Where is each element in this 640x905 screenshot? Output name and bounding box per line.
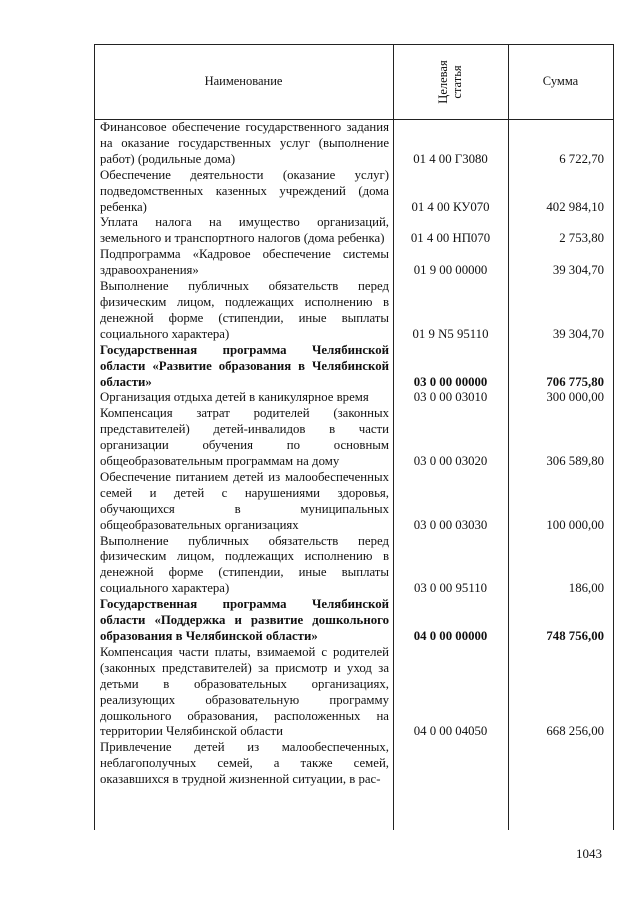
table-row (94, 168, 614, 216)
header-sum: Сумма (542, 74, 579, 88)
page-number: 1043 (576, 846, 602, 861)
row-name: Организация отдыха детей в каникулярное время (100, 390, 369, 405)
table-row (94, 390, 614, 406)
row-sum: 100 000,00 (546, 517, 604, 532)
header-name: Наименование (204, 74, 283, 88)
table-row (94, 597, 614, 645)
table-body (94, 120, 614, 788)
row-name: Обеспечение деятельности (оказание услуг) подведомственных казенных учреждений (дома ребенка) (100, 167, 389, 214)
row-name: Выполнение публичных обязательств перед физическим лицом, подлежащих исполнению в денежной форме (стипендии, иные выплаты социального характера) (100, 533, 389, 596)
row-name: Привлечение детей из малообеспеченных, неблагополучных семей, а также семей, оказавшихся в трудной жизненной ситуации, в рас- (100, 740, 389, 787)
row-name: Компенсация затрат родителей (законных представителей) детей-инвалидов в части организации обучения по основным общеобразовательным программам на дому (100, 406, 389, 469)
table-row (94, 343, 614, 391)
table-row (94, 215, 614, 247)
row-sum: 2 753,80 (559, 231, 604, 246)
row-code: 04 0 00 00000 (413, 629, 488, 643)
row-code: 03 0 00 03020 (413, 454, 488, 469)
row-code: 03 0 00 03010 (413, 390, 488, 405)
header-code-line1: Целевая (436, 60, 450, 104)
row-sum: 306 589,80 (546, 454, 604, 469)
table-row (94, 470, 614, 534)
row-name: Государственная программа Челябинской области «Поддержка и развитие дошкольного образования в Челябинской области» (100, 597, 389, 643)
row-name: Компенсация части платы, взимаемой с родителей (законных представителей) за присмотр и уход за детьми в образовательных организациях, реализующих образовательную программу дошкольного образования, расположенных на территории Челябинской области (100, 644, 389, 739)
row-sum: 748 756,00 (546, 629, 604, 643)
table-row (94, 645, 614, 740)
header-code-line2: статья (450, 65, 464, 99)
row-name: Финансовое обеспечение государственного задания на оказание государственных услуг (выполнение работ) (родильные дома) (100, 120, 389, 166)
row-sum: 6 722,70 (559, 151, 604, 166)
table-row (94, 406, 614, 470)
row-code (393, 740, 508, 788)
row-code: 03 0 00 03030 (413, 517, 488, 532)
row-code: 01 4 00 КУ070 (411, 199, 490, 214)
row-code: 03 0 00 00000 (413, 374, 488, 389)
row-name: Государственная программа Челябинской области «Развитие образования в Челябинской области» (100, 342, 389, 389)
row-code: 01 9 00 00000 (413, 263, 488, 278)
row-name: Выполнение публичных обязательств перед физическим лицом, подлежащих исполнению в денежной форме (стипендии, иные выплаты социального характера) (100, 279, 389, 341)
table-row (94, 247, 614, 279)
row-sum: 300 000,00 (546, 390, 604, 405)
row-code: 04 0 00 04050 (413, 724, 488, 739)
row-code: 01 9 N5 95110 (412, 326, 489, 341)
row-code: 01 4 00 НП070 (410, 231, 491, 246)
row-name: Подпрограмма «Кадровое обеспечение системы здравоохранения» (100, 247, 389, 278)
row-code: 03 0 00 95110 (413, 581, 488, 596)
row-sum: 39 304,70 (552, 263, 604, 278)
row-sum: 186,00 (568, 581, 604, 596)
table-row (94, 120, 614, 168)
table-row (94, 740, 614, 788)
row-name: Уплата налога на имущество организаций, земельного и транспортного налогов (дома ребенка) (100, 215, 389, 246)
row-sum: 706 775,80 (546, 374, 604, 389)
row-name: Обеспечение питанием детей из малообеспеченных семей и детей с нарушениями здоровья, обучающихся в муниципальных общеобразовательных организациях (100, 469, 389, 532)
table-top-border (94, 44, 614, 45)
row-code: 01 4 00 Г3080 (413, 151, 488, 166)
row-sum: 668 256,00 (546, 724, 604, 739)
row-sum: 39 304,70 (552, 326, 604, 341)
row-sum (508, 740, 614, 788)
row-sum: 402 984,10 (546, 199, 604, 214)
table-row (94, 534, 614, 598)
table-row (94, 279, 614, 343)
